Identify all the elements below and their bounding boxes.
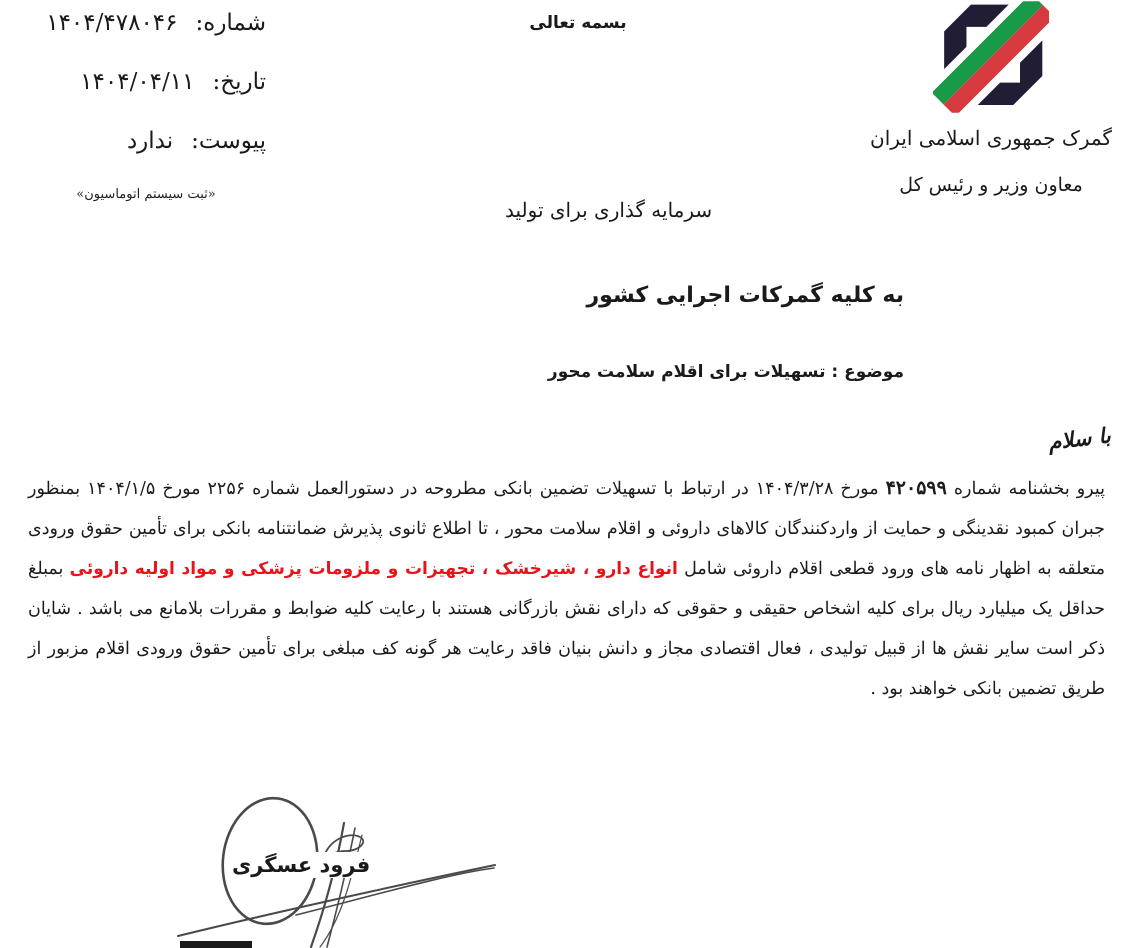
signatory-name: فرود عسگری [228,852,374,878]
letter-date-row [26,69,266,95]
bottom-scan-artifact [180,941,252,948]
letter-body [28,468,1105,709]
letter-number-label: شماره: [195,10,266,36]
subject-line: موضوع : تسهیلات برای اقلام سلامت محور [547,362,904,382]
letter-meta-block [26,10,266,202]
salutation-handwritten: با سلام [1047,422,1113,455]
automation-note: «ثبت سیستم اتوماسیون» [76,187,216,202]
letter-date-label: تاریخ: [212,69,266,95]
letter-attachment-row [26,128,266,154]
recipient-title: به کلیه گمرکات اجرایی کشور [586,283,904,308]
body-intro: پیرو بخشنامه شماره [946,479,1105,499]
letter-attachment-value: ندارد [126,128,174,154]
bismillah-heading: بسمه تعالی [529,13,627,33]
body-circular-number: ۴۲۰۵۹۹ [885,477,947,499]
letter-number-value: ۱۴۰۴/۴۷۸۰۴۶ [46,10,178,36]
body-rest: بمبلغ حداقل یک میلیارد ریال برای کلیه اشخاص حقیقی و حقوقی که دارای نقش بازرگانی هستند با رعایت کلیه ضوابط و مقررات بلامانع می باشد . شایان ذکر است سایر نقش ها از قبیل تولیدی ، فعال اقتصادی مجاز و دانش بنیان فاقد رعایت هر گونه کف مبلغی برای تأمین حقوق ورودی اقلام مزبور از طریق تضمین بانکی خواهند بود . [28,559,1105,699]
org-name: گمرک جمهوری اسلامی ایران [870,126,1112,150]
letter-date-value: ۱۴۰۴/۰۴/۱۱ [80,69,195,95]
letter-number-row [26,10,266,36]
iran-customs-logo-icon [933,0,1049,114]
body-highlighted-items: انواع دارو ، شیرخشک ، تجهیزات و ملزومات پزشکی و مواد اولیه داروئی [69,559,678,579]
letter-attachment-label: پیوست: [191,128,266,154]
org-role: معاون وزیر و رئیس کل [899,174,1083,196]
organization-block [845,0,1137,196]
org-slogan: سرمایه گذاری برای تولید [505,198,713,222]
signature-block [148,773,528,948]
body-middle: مورخ ۱۴۰۴/۳/۲۸ در ارتباط با تسهیلات تضمین بانکی مطروحه در دستورالعمل شماره ۲۲۵۶ مورخ ۱۴۰۴/۱/۵ بمنظور جبران کمبود نقدینگی و حمایت از واردکنندگان کالاهای داروئی و اقلام سلامت محور ، تا اطلاع ثانوی پذیرش ضمانتنامه بانکی برای تأمین حقوق ورودی متعلقه به اظهار نامه های ورود قطعی اقلام داروئی شامل [28,479,1105,579]
